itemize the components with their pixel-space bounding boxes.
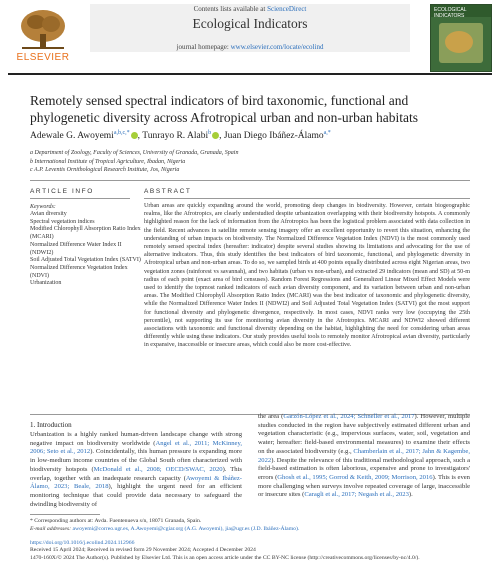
- contents-availability-line: [90, 5, 410, 13]
- citation-link[interactable]: Caragli et al., 2017; Negash et al., 2023: [304, 491, 409, 499]
- corresponding-author-note: * Corresponding authors at: Avda. Fuentenueva s/n, 18071 Granada, Spain.: [30, 518, 202, 524]
- orcid-icon[interactable]: [212, 132, 219, 139]
- citation-link[interactable]: McDonald et al., 2008; OECD/SWAC, 2020: [93, 465, 223, 473]
- author-name[interactable]: Adewale G. Awoyemi: [30, 131, 114, 142]
- abstract-divider: [144, 198, 470, 199]
- elsevier-wordmark: ELSEVIER: [16, 52, 70, 63]
- body-text: ). However, multiple studies conducted in the region have subjectively estimated different urban and vegetation characteristic (e.g., impervious surfaces, water, soil, vegetation and water; hereafter: field-based environmental measures) to examine their effects on the associated biodiversity (e.g.,: [258, 413, 471, 455]
- journal-homepage-line: [90, 43, 410, 51]
- body-text: ). Coincidentally, this human pressure is expanding more in low-medium income countries of the Global South often characterized with biodiversity hotspots (: [30, 448, 242, 473]
- keyword-item: (MCARI): [30, 234, 54, 241]
- affiliations: [30, 149, 470, 175]
- homepage-prefix: journal homepage:: [176, 43, 231, 51]
- header-divider: [8, 73, 492, 75]
- body-text: the area (: [258, 413, 284, 420]
- body-column-left: [30, 431, 242, 509]
- affiliation-line: c A.P. Leventis Ornithological Research Institute, Jos, Nigeria: [30, 167, 180, 174]
- body-text: ).: [408, 491, 413, 499]
- keyword-item: Spectral vegetation indices: [30, 218, 95, 225]
- abstract-text: Urban areas are quickly expanding around the world, promoting deep changes in biodiversity. However, certain biogeographic realms, like the Afrotropics, are clearly understudied despite urbanization overlapping with their biodiversity hotspots. A commonly highlighted reason for the lack of information from the Afrotropics has been the logistical problem associated with data collection in the field. Recent advances in satellite remote sensing imagery offer an excellent opportunity to revert this situation, enhancing the understanding of urban impacts on biodiversity. The Normalized Difference Vegetation Index (NDVI) is the most commonly used remotely sensed spectral index (hereafter: indicator) despite several studies showing its limitations and advocating for the use of alternative indicators. Thus, this study identifies the best indicators of bird taxonomic, functional, and phylogenetic diversity in Afrotropical urban and non-urban areas. To do so, we sampled birds at 400 points equally distributed across eight Nigerian areas, two vegetation zones (rainforest vs savannah), and two habitats (urban vs non-urban), and extracted 29 indicators (mean and SD) at 50-m radius of each point (exact area of bird censuses). Random Forest Regressions and Generalized Linear Mixed Effect Models were used to identify the topmost ranked indicators of each avian diversity component, and its variation between urban and non-urban areas. The Modified Chlorophyll Absorption Ratio Index (MCARI) was the best indicator of taxonomic and phylogenetic diversity, while the Normalized Difference Water Index II (NDWI2) and Soil Adjusted Total Vegetation Index (SATVI) got the most support for functional diversity and phylogenetic divergence, respectively. In most cases, NDVI ranks very low (occupying the 25th percentile), not supporting its use for monitoring avian diversity in the Afrotropics. MCARI and NDWI2 showed different associations with taxonomic and functional diversity depending on the habitat, highlighting the need for considering urban areas differently while using these indicators. Our study provides useful tools to remotely monitor Afrotropical avian diversity, particularly in expansive, inaccessible or insecure areas, which could also be more cost-effective.: [144, 203, 470, 349]
- author-marks: b: [208, 130, 212, 136]
- keyword-item: Avian diversity: [30, 211, 67, 217]
- citation-link[interactable]: Ghosh et al., 1995; Gorrod & Keith, 2009; Morrison, 2016: [277, 473, 433, 481]
- cover-title: ECOLOGICAL INDICATORS: [434, 7, 467, 19]
- body-text: Urbanization is a highly ranked human-driven landscape change with strong negative impact on biodiversity worldwide (: [30, 431, 242, 447]
- orcid-icon[interactable]: [131, 132, 138, 139]
- body-column-right: [258, 413, 470, 500]
- affiliation-line: b International Institute of Tropical Agriculture, Ibadan, Nigeria: [30, 158, 186, 165]
- citation-link[interactable]: Awoyemi & Ibáñez-Álamo, 2023; Beale, 2018: [30, 474, 243, 491]
- email-line: [30, 526, 470, 534]
- abstract-heading: ABSTRACT: [144, 188, 192, 195]
- body-text: ). This overlap, together with an inadequate research capacity (: [30, 465, 242, 482]
- body-text: ), highlight the urgent need for an efficient monitoring technique that could provide data necessary to safeguard the dwindling biodiversity of: [30, 483, 242, 508]
- article-info-heading: ARTICLE INFO: [30, 188, 94, 195]
- contents-prefix: Contents lists available at: [193, 5, 268, 13]
- author-name[interactable]: Tunrayo R. Alabi: [142, 131, 209, 142]
- publication-dates: Received 15 April 2024; Received in revised form 29 November 2024; Accepted 4 December 2024: [30, 547, 256, 554]
- keyword-item: Urbanization: [30, 280, 62, 287]
- keyword-item: Normalized Difference Water Index II (NDWI2): [30, 241, 122, 256]
- body-text: ). This is even more challenging when surveys involve repeated coverage of large, inaccessible or insecure sites (: [258, 473, 470, 499]
- journal-homepage-link[interactable]: www.elsevier.com/locate/ecolind: [230, 43, 324, 51]
- author-marks: a,*: [323, 130, 331, 136]
- keywords-list: [30, 211, 145, 288]
- author-name[interactable]: Juan Diego Ibáñez-Álamo: [223, 131, 324, 142]
- doi-link[interactable]: https://doi.org/10.1016/j.ecolind.2024.112966: [30, 540, 135, 546]
- publication-info: [30, 540, 470, 562]
- keyword-item: Modified Chlorophyll Absorption Ratio Index: [30, 226, 141, 233]
- footnote-divider: [30, 514, 100, 515]
- sciencedirect-link[interactable]: ScienceDirect: [267, 5, 307, 13]
- journal-name: Ecological Indicators: [192, 16, 308, 31]
- keyword-item: Soil Adjusted Total Vegetation Index (SATVI): [30, 257, 141, 264]
- article-title: Remotely sensed spectral indicators of bird taxonomic, functional and phylogenetic diversity across Afrotropical urban and non-urban habitats: [30, 93, 419, 125]
- citation-link[interactable]: Garzón-López et al., 2024; Schneller et al., 2017: [283, 413, 415, 420]
- citation-link[interactable]: Chamberlain et al., 2017; Jahn & Kagembe, 2022: [258, 447, 470, 464]
- keywords-label: Keywords:: [30, 204, 56, 210]
- email-label: E-mail addresses:: [30, 525, 72, 532]
- email-addresses[interactable]: awoyemi@correo.ugr.es, A.Awoyemi@cgiar.org (A.G. Awoyemi), jia@ugr.es (J.D. Ibáñez-Álamo).: [72, 525, 300, 532]
- introduction-heading: 1. Introduction: [30, 421, 72, 429]
- title-divider: [30, 180, 470, 181]
- footnotes: [30, 518, 470, 533]
- license-line: 1470-160X/© 2024 The Author(s). Published by Elsevier Ltd. This is an open access article under the CC BY-NC license (http://creativecommons.org/licenses/by-nc/4.0/).: [30, 554, 420, 561]
- affiliation-line: a Department of Zoology, Faculty of Sciences, University of Granada, Granada, Spain: [30, 150, 239, 156]
- citation-link[interactable]: Angel et al., 2011; McKinney, 2006; Seto et al., 2012: [30, 439, 243, 456]
- author-marks: a,b,c,*: [113, 130, 130, 136]
- keyword-item: Normalized Difference Vegetation Index: [30, 264, 128, 271]
- body-text: ). Despite the relevance of this traditional methodological approach, such a field-based estimation is often laborious, expensive and prone to investigators' errors (: [258, 456, 470, 481]
- keyword-item: (NDVI): [30, 272, 49, 279]
- journal-cover-thumbnail[interactable]: [430, 4, 492, 72]
- author-list: Adewale G. Awoyemi$^{a,b,c,*}$ , Tunrayo R. Alabi$^b$ , Juan Diego Ibáñez-Álamo$^{a,*}$: [30, 130, 331, 142]
- article-info-divider: [30, 198, 130, 199]
